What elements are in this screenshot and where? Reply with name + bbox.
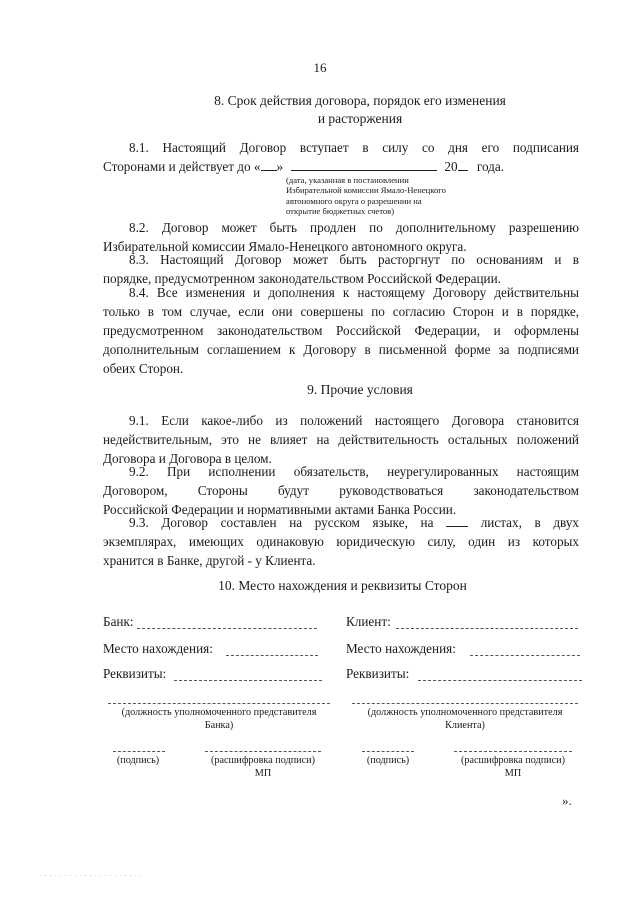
date-note-line: автономного округа о разрешении на <box>286 195 422 206</box>
client-requisites-label: Реквизиты: <box>346 666 410 681</box>
paragraph-line: Избирательной комиссии Ямало-Ненецкого автономного округа. <box>103 239 467 254</box>
paragraph-line: только в том случае, если они совершены по согласию Сторон и в порядке, <box>103 304 579 319</box>
paragraph-line: Договора и Договора в целом. <box>103 451 272 466</box>
p81-text: Сторонами и действует до « <box>103 159 261 174</box>
client-requisites-field[interactable] <box>418 680 582 681</box>
client-signature-decode-field[interactable] <box>454 751 572 752</box>
caption-line: (должность уполномоченного представителя <box>367 707 563 718</box>
paragraph-9-1 <box>103 411 579 468</box>
paragraph-line: хранится в Банке, другой - у Клиента. <box>103 553 316 568</box>
bank-rep-caption <box>96 706 342 732</box>
paragraph-line: 9.1. Если какое-либо из положений настоящего Договора становится <box>129 413 579 428</box>
paragraph-line: обеих Сторон. <box>103 361 184 376</box>
closing-mark: ». <box>562 793 572 808</box>
page-number: 16 <box>313 60 327 75</box>
caption-line: Клиента) <box>445 720 485 731</box>
caption-line: (должность уполномоченного представителя <box>121 707 317 718</box>
paragraph-line: 9.2. При исполнении обязательств, неурегулированных настоящим <box>129 464 579 479</box>
paragraph-8-4 <box>103 283 579 378</box>
section-8-title-line1: 8. Срок действия договора, порядок его изменения <box>214 93 506 108</box>
client-rep-caption <box>342 706 588 732</box>
paragraph-line: предусмотренном законодательством Российской Федерации, и оформлены <box>103 323 579 338</box>
date-note <box>286 175 446 217</box>
paragraph-line: Договором, Стороны будут руководствоваться законодательством <box>103 483 579 498</box>
p93-text-a: 9.3. Договор составлен на русском языке, на <box>129 515 434 530</box>
client-location-field[interactable] <box>470 655 580 656</box>
bank-signature-field[interactable] <box>113 751 165 752</box>
bank-decode-caption: (расшифровка подписи) <box>211 755 315 766</box>
bank-requisites-field[interactable] <box>174 680 322 681</box>
bank-location-field[interactable] <box>226 655 318 656</box>
bank-name-field[interactable] <box>137 628 317 629</box>
date-note-line: открытие бюджетных счетов) <box>286 206 395 217</box>
quote-close: » <box>276 159 284 174</box>
bank-stamp-caption: МП <box>254 768 272 779</box>
bank-location-label: Место нахождения: <box>103 641 213 656</box>
p93-text-b: листах, в двух <box>480 515 580 530</box>
paragraph-9-2 <box>103 462 579 519</box>
year-prefix: 20 <box>444 159 458 174</box>
bank-requisites-label: Реквизиты: <box>103 666 167 681</box>
client-signature-caption: (подпись) <box>366 755 410 766</box>
paragraph-line: недействительным, это не влияет на действительность остальных положений <box>103 432 579 447</box>
section-10-title: 10. Место нахождения и реквизиты Сторон <box>218 578 467 593</box>
paragraph-line: порядке, предусмотренном законодательством Российской Федерации. <box>103 271 501 286</box>
client-location-label: Место нахождения: <box>346 641 456 656</box>
paragraph-line: 8.1. Настоящий Договор вступает в силу со дня его подписания <box>129 140 579 155</box>
client-stamp-caption: МП <box>504 768 522 779</box>
paragraph-line: 8.2. Договор может быть продлен по дополнительному разрешению <box>129 220 579 235</box>
paragraph-line: 8.4. Все изменения и дополнения к настоящему Договору действительны <box>129 285 579 300</box>
bank-signature-decode-field[interactable] <box>205 751 321 752</box>
day-blank[interactable] <box>261 158 277 171</box>
client-label: Клиент: <box>346 614 391 629</box>
client-rep-position-field[interactable] <box>352 703 578 704</box>
section-9-title: 9. Прочие условия <box>307 382 413 397</box>
year-blank[interactable] <box>458 158 468 171</box>
bank-label: Банк: <box>103 614 134 629</box>
section-8-title-line2: и расторжения <box>317 111 403 126</box>
paragraph-8-1 <box>103 138 579 176</box>
paragraph-line <box>103 513 579 532</box>
client-name-field[interactable] <box>396 628 578 629</box>
bank-signature-caption: (подпись) <box>116 755 160 766</box>
year-suffix: года. <box>476 159 505 174</box>
paragraph-9-3 <box>103 513 579 570</box>
paragraph-line: Российской Федерации и нормативными актами Банка России. <box>103 502 457 517</box>
paragraph-line: экземплярах, имеющих одинаковую юридическую силу, один из которых <box>103 534 579 549</box>
paragraph-line: дополнительным соглашением к Договору в письменной форме за подписями <box>103 342 579 357</box>
month-blank[interactable] <box>291 158 437 171</box>
caption-line: Банка) <box>204 720 234 731</box>
sheets-count-blank[interactable] <box>446 514 468 527</box>
paragraph-line <box>103 157 579 176</box>
date-note-line: (дата, указанная в постановлении <box>286 175 409 185</box>
paragraph-line: 8.3. Настоящий Договор может быть расторгнут по основаниям и в <box>129 252 579 267</box>
client-signature-field[interactable] <box>362 751 414 752</box>
client-decode-caption: (расшифровка подписи) <box>461 755 565 766</box>
date-note-line: Избирательной комиссии Ямало-Ненецкого <box>286 185 446 196</box>
bank-rep-position-field[interactable] <box>108 703 330 704</box>
scan-artifact: . . . . . . . . . . . . . . . . . . . . . <box>40 872 143 878</box>
